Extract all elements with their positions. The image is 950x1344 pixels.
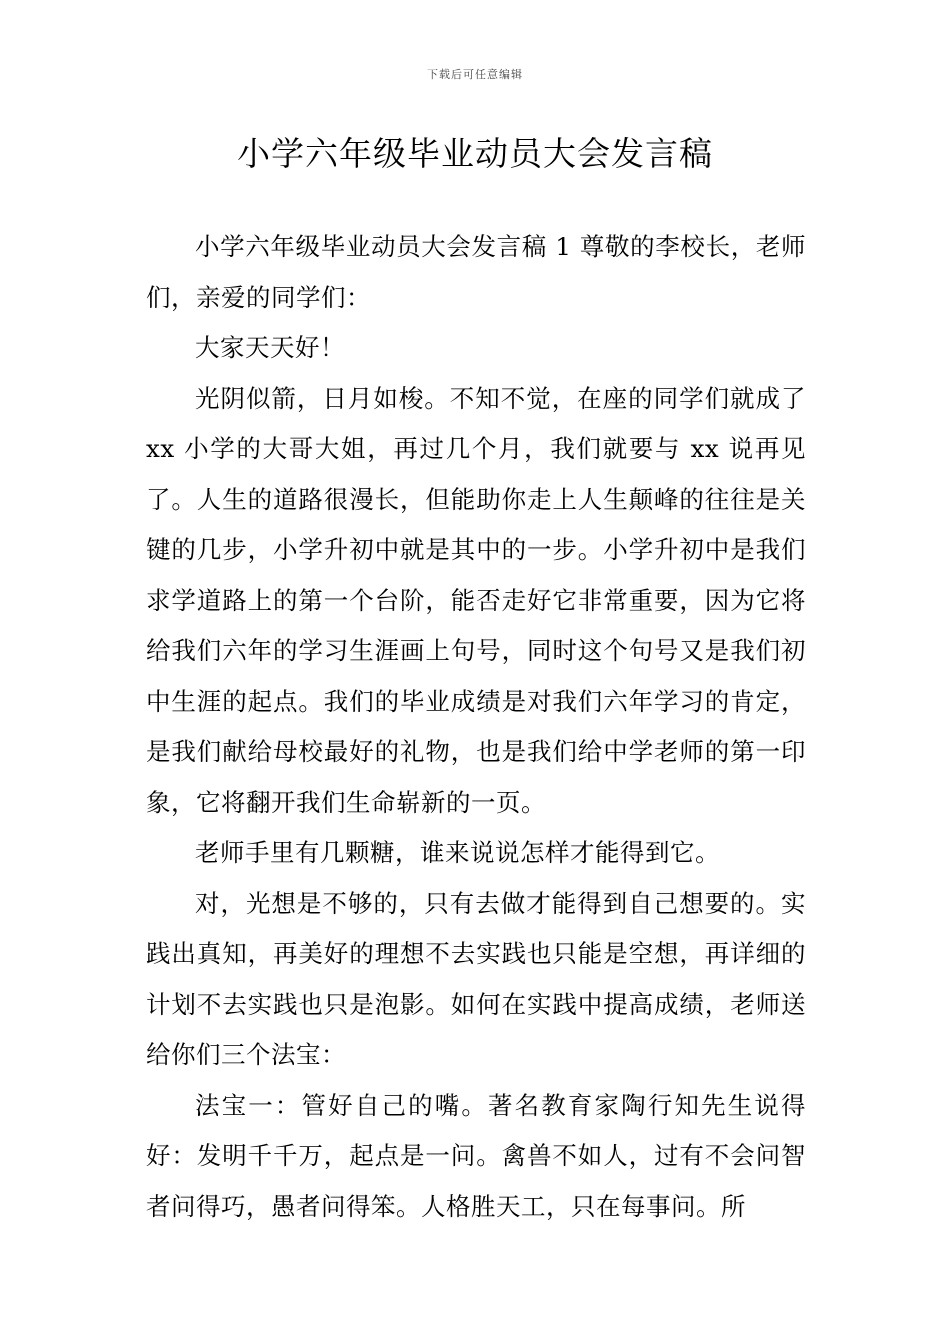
paragraph-treasure-one: 法宝一：管好自己的嘴。著名教育家陶行知先生说得好：发明千千万，起点是一问。禽兽不如人，过有不会问智者问得巧，愚者问得笨。人格胜天工，只在每事问。所 bbox=[146, 1090, 806, 1221]
document-title: 小学六年级毕业动员大会发言稿 bbox=[237, 134, 713, 173]
document-body bbox=[146, 222, 806, 1232]
header-note: 下载后可任意编辑 bbox=[427, 68, 523, 81]
paragraph-candy: 老师手里有几颗糖，谁来说说怎样才能得到它。 bbox=[195, 838, 720, 867]
paragraph-hello: 大家天天好！ bbox=[195, 333, 345, 362]
paragraph-practice: 对，光想是不够的，只有去做才能得到自己想要的。实践出真知，再美好的理想不去实践也只能是空想，再详细的计划不去实践也只是泡影。如何在实践中提高成绩，老师送给你们三个法宝： bbox=[146, 888, 806, 1069]
paragraph-time-flies: 光阴似箭，日月如梭。不知不觉，在座的同学们就成了 xx 小学的大哥大姐，再过几个月，我们就要与 xx 说再见了。人生的道路很漫长，但能助你走上人生颠峰的往往是关键的几步，小学升初中就是其中的一步。小学升初中是我们求学道路上的第一个台阶，能否走好它非常重要，因为它将给我们六年的学习生涯画上句号，同时这个句号又是我们初中生涯的起点。我们的毕业成绩是对我们六年学习的肯定，是我们献给母校最好的礼物，也是我们给中学老师的第一印象，它将翻开我们生命崭新的一页。 bbox=[146, 383, 806, 817]
paragraph-greeting: 小学六年级毕业动员大会发言稿 1 尊敬的李校长，老师们，亲爱的同学们： bbox=[146, 232, 806, 312]
